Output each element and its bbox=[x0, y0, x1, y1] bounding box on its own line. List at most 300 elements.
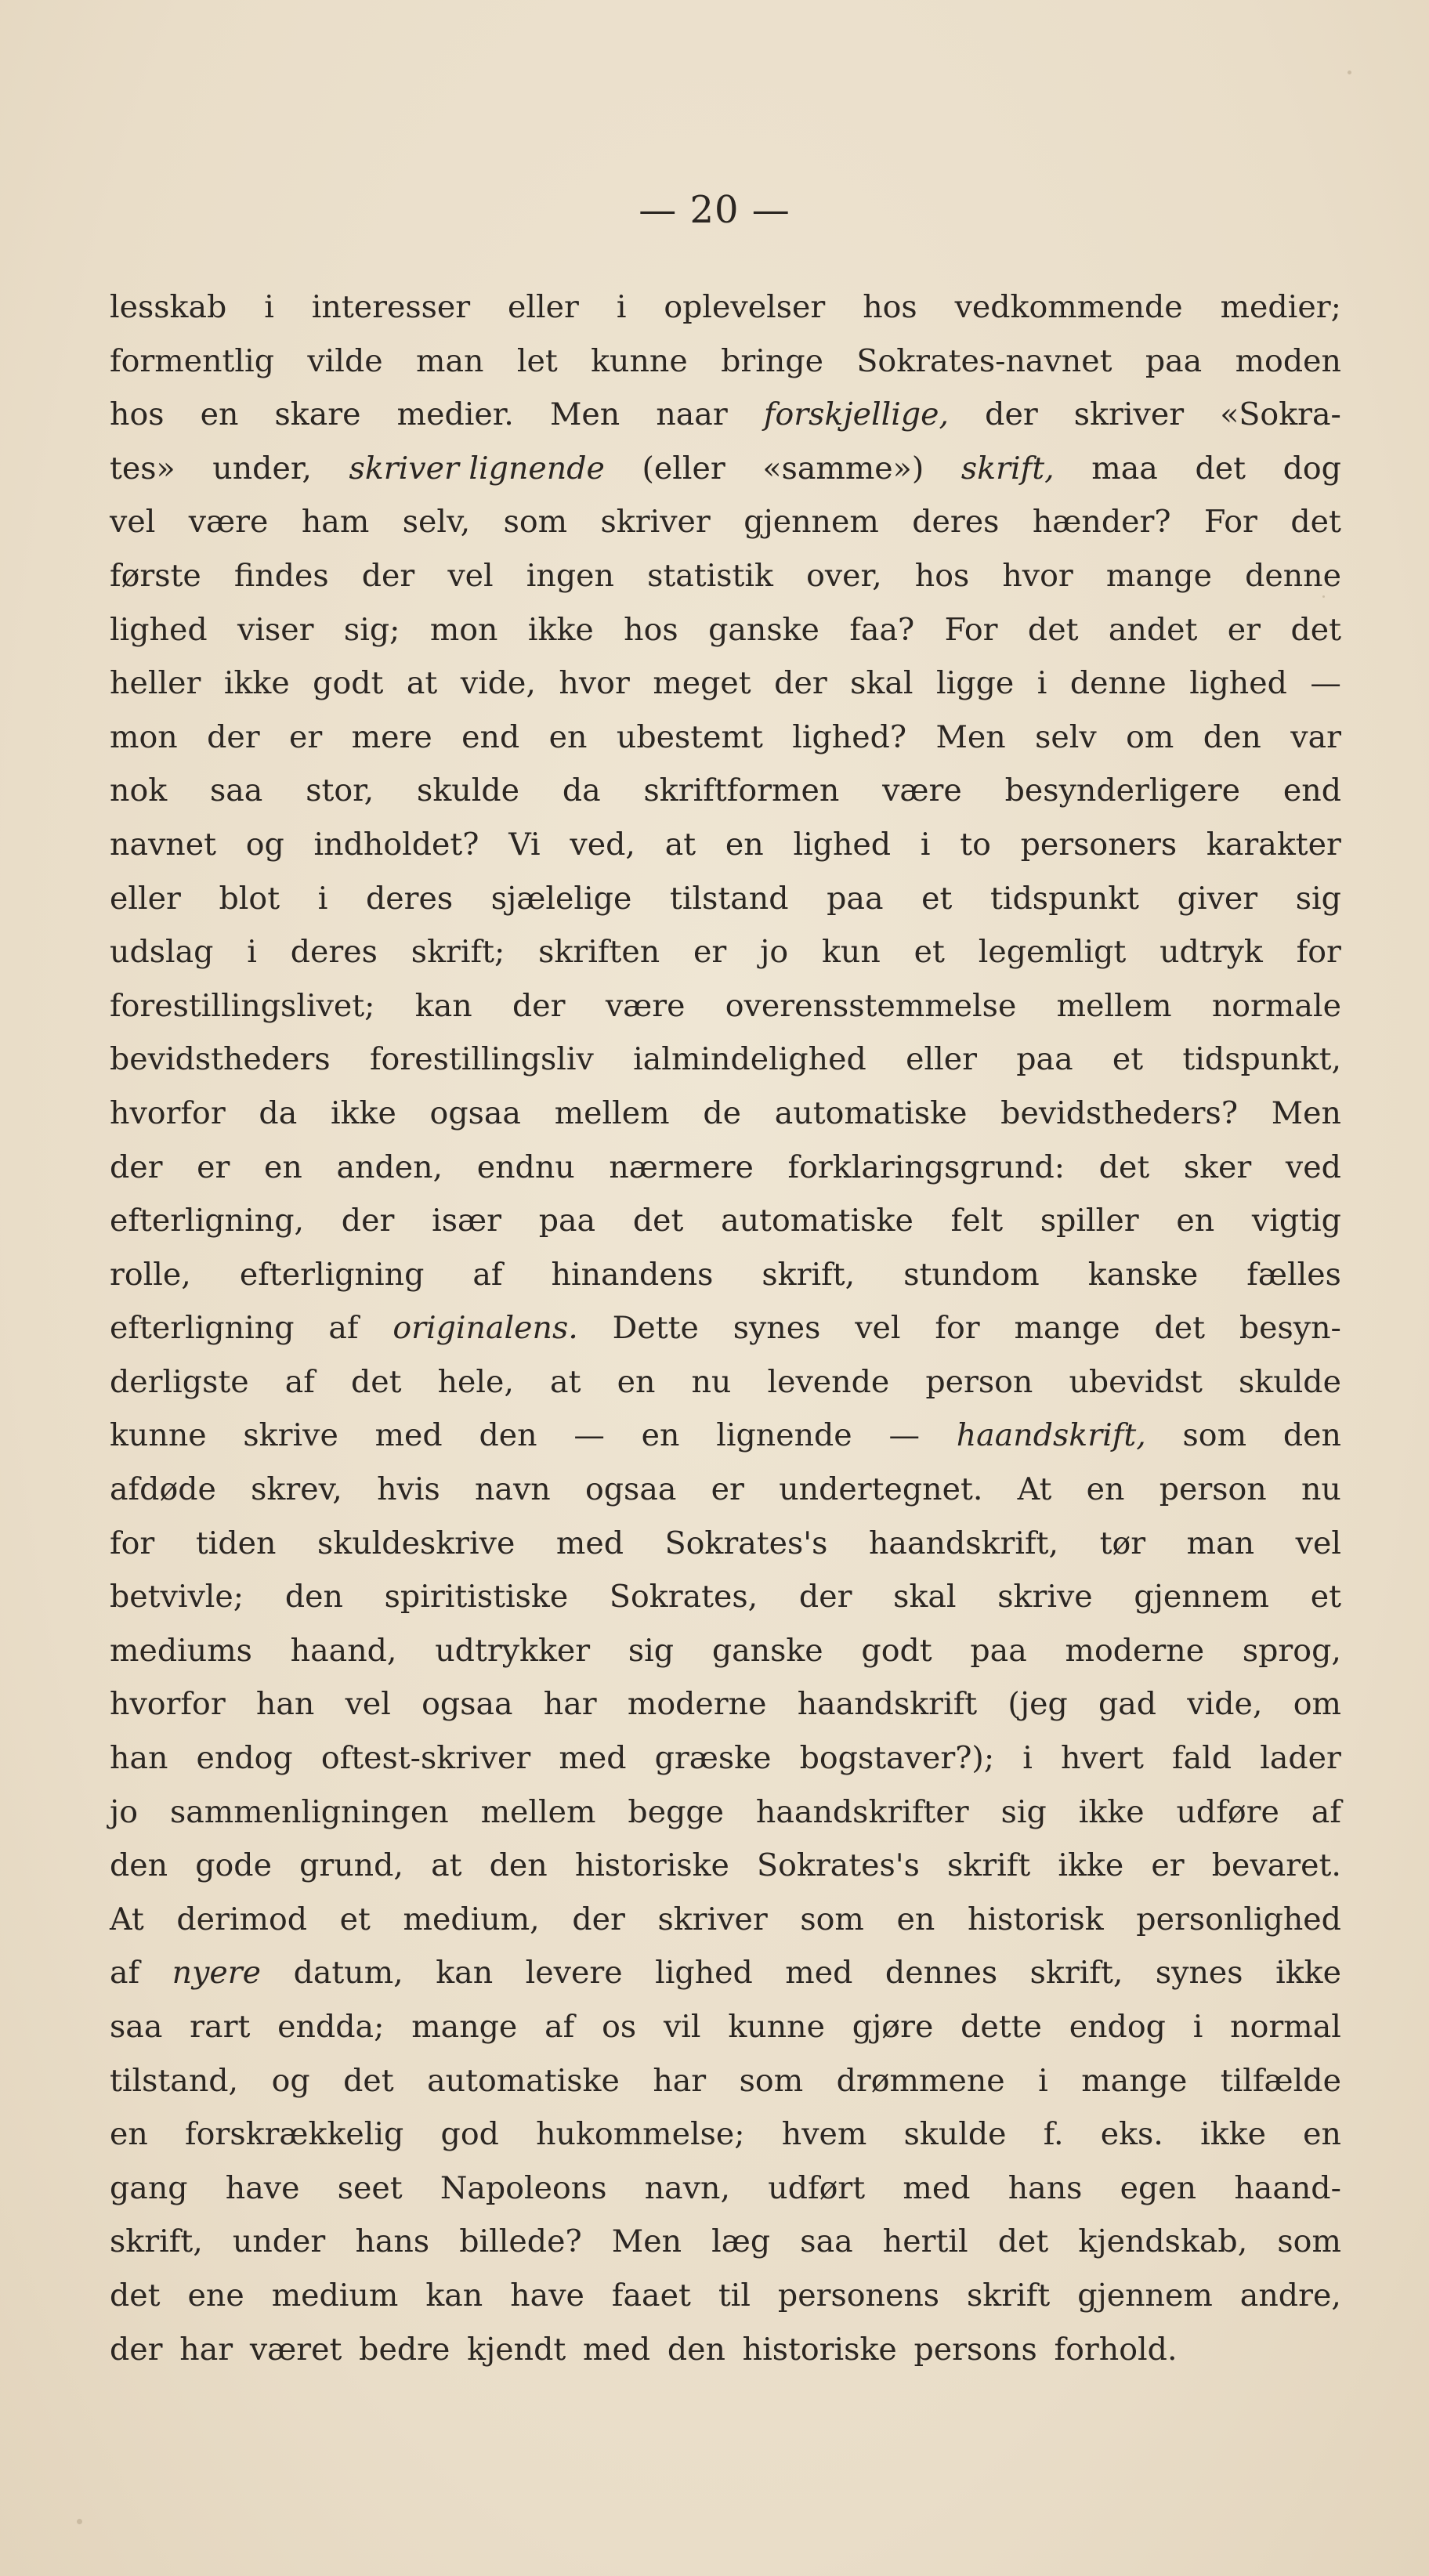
word: normale bbox=[1211, 987, 1341, 1024]
word: skulde bbox=[1239, 1363, 1341, 1400]
word: eller bbox=[508, 289, 579, 325]
word: skulde bbox=[903, 2116, 1007, 2153]
word: persons bbox=[913, 2331, 1037, 2368]
word: vide, bbox=[1187, 1686, 1263, 1723]
word: Vi bbox=[508, 826, 541, 863]
word: som bbox=[503, 504, 568, 541]
text-line bbox=[110, 2215, 1341, 2269]
text-line bbox=[110, 1946, 1341, 2000]
word: har bbox=[653, 2062, 707, 2099]
word: Sokrates's bbox=[664, 1525, 828, 1561]
word: skrift bbox=[967, 2277, 1051, 2314]
word: skrift, bbox=[961, 450, 1055, 487]
text-line bbox=[110, 2000, 1341, 2054]
word: hvem bbox=[781, 2116, 867, 2153]
word: nyere bbox=[172, 1955, 262, 1992]
word: hos bbox=[110, 396, 165, 433]
word: hvor bbox=[559, 665, 630, 702]
word: kunne bbox=[728, 2009, 825, 2045]
word: findes bbox=[233, 557, 329, 594]
word: egen bbox=[1120, 2169, 1197, 2206]
word: som bbox=[1182, 1417, 1247, 1454]
word: at bbox=[550, 1363, 581, 1400]
word: — bbox=[573, 1417, 605, 1454]
text-line bbox=[110, 1409, 1341, 1463]
text-line bbox=[110, 711, 1341, 765]
word: skrive bbox=[243, 1417, 338, 1454]
word: personens bbox=[777, 2277, 940, 2314]
word: udtrykker bbox=[435, 1632, 591, 1669]
word: medier. bbox=[396, 396, 514, 433]
word: har bbox=[179, 2331, 233, 2368]
word: andet bbox=[1108, 611, 1198, 648]
word: ikke bbox=[330, 1094, 396, 1131]
word: saa bbox=[209, 772, 263, 809]
word: vel bbox=[447, 557, 494, 594]
word: kan bbox=[425, 2277, 483, 2314]
word: som bbox=[739, 2062, 804, 2099]
word: paa bbox=[538, 1203, 596, 1239]
word: interesser bbox=[311, 289, 471, 325]
word: et bbox=[339, 1901, 371, 1937]
word: betvivle; bbox=[110, 1579, 244, 1615]
word: gjennem bbox=[1134, 1579, 1270, 1615]
word: overensstemmelse bbox=[725, 987, 1017, 1024]
word: græske bbox=[654, 1740, 772, 1777]
word: medier; bbox=[1220, 289, 1341, 325]
word: hertil bbox=[882, 2223, 968, 2260]
word: medium bbox=[271, 2277, 399, 2314]
word: hænder? bbox=[1032, 504, 1171, 541]
paper-speck bbox=[1322, 595, 1325, 598]
word: rart bbox=[190, 2009, 251, 2045]
word: det bbox=[1195, 450, 1246, 487]
text-line bbox=[110, 1463, 1341, 1517]
word: især bbox=[432, 1203, 501, 1239]
word: f. bbox=[1043, 2116, 1064, 2153]
word: ogsaa bbox=[584, 1471, 677, 1508]
word: vel bbox=[110, 504, 156, 541]
word: er bbox=[711, 1471, 744, 1508]
word: den bbox=[110, 1847, 168, 1884]
word: heller bbox=[110, 665, 201, 702]
word: undertegnet. bbox=[779, 1471, 983, 1508]
word: hvor bbox=[1002, 557, 1073, 594]
text-line bbox=[110, 1731, 1341, 1785]
word: moderne bbox=[1065, 1632, 1205, 1669]
word: sig; bbox=[343, 611, 400, 648]
word: mellem bbox=[554, 1094, 670, 1131]
word: skare bbox=[274, 396, 361, 433]
word: godt bbox=[313, 665, 384, 702]
word: hvorfor bbox=[110, 1094, 226, 1131]
word: og bbox=[245, 826, 284, 863]
text-line bbox=[110, 818, 1341, 872]
word: kunne bbox=[591, 342, 688, 379]
word: den bbox=[1203, 718, 1261, 755]
word: det bbox=[1098, 1149, 1150, 1185]
word: hans bbox=[355, 2223, 430, 2260]
word: der bbox=[110, 2331, 163, 2368]
word: ikke bbox=[223, 665, 290, 702]
word: i bbox=[264, 289, 274, 325]
word: bevidstheders? bbox=[1000, 1094, 1239, 1131]
text-line bbox=[110, 2107, 1341, 2162]
body-text bbox=[110, 280, 1341, 2376]
word: levere bbox=[525, 1955, 623, 1992]
text-line bbox=[110, 925, 1341, 979]
word: synes bbox=[733, 1310, 821, 1347]
word: af bbox=[1311, 1793, 1341, 1830]
word: navnet bbox=[110, 826, 216, 863]
word: det bbox=[350, 1363, 402, 1400]
word: dennes bbox=[885, 1955, 998, 1992]
text-line bbox=[110, 1624, 1341, 1678]
word: kan bbox=[436, 1955, 494, 1992]
text-line bbox=[110, 1517, 1341, 1571]
word: hele, bbox=[437, 1363, 514, 1400]
word: Men bbox=[1271, 1094, 1341, 1131]
word: der bbox=[774, 665, 827, 702]
word: deres bbox=[912, 504, 1000, 541]
word: efterligning bbox=[239, 1256, 425, 1293]
word: At bbox=[1017, 1471, 1052, 1508]
word: er bbox=[197, 1149, 230, 1185]
word: for bbox=[110, 1525, 155, 1561]
word: som bbox=[1277, 2223, 1341, 2260]
word: det bbox=[110, 2277, 161, 2314]
word: lignende bbox=[716, 1417, 852, 1454]
word: gjøre bbox=[852, 2009, 934, 2045]
word: have bbox=[225, 2169, 300, 2206]
word: sjælelige bbox=[490, 880, 632, 917]
word: det bbox=[1027, 611, 1079, 648]
word: gang bbox=[110, 2169, 188, 2206]
word: nu bbox=[1301, 1471, 1341, 1508]
word: jo bbox=[760, 934, 789, 971]
text-line bbox=[110, 2269, 1341, 2323]
word: historiske bbox=[742, 2331, 897, 2368]
word: hos bbox=[863, 289, 917, 325]
word: viser bbox=[237, 611, 314, 648]
word: i bbox=[920, 826, 931, 863]
word: anden, bbox=[336, 1149, 443, 1185]
word: sig bbox=[1295, 880, 1341, 917]
word: selv, bbox=[402, 504, 471, 541]
word: var bbox=[1290, 718, 1341, 755]
word: der bbox=[572, 1901, 625, 1937]
word: deres bbox=[290, 934, 378, 971]
word: «Sokra- bbox=[1220, 396, 1341, 433]
word: paa bbox=[827, 880, 884, 917]
word: ligge bbox=[936, 665, 1015, 702]
word: levende bbox=[767, 1363, 890, 1400]
word: et bbox=[1112, 1041, 1144, 1078]
word: han bbox=[255, 1686, 315, 1723]
word: første bbox=[110, 557, 201, 594]
word: mellem bbox=[480, 1793, 596, 1830]
word: eller bbox=[110, 880, 181, 917]
text-line bbox=[110, 1355, 1341, 1409]
text-line bbox=[110, 1141, 1341, 1195]
word: legemligt bbox=[978, 934, 1127, 971]
word: det bbox=[1290, 504, 1341, 541]
word: faaet bbox=[611, 2277, 691, 2314]
word: skrive bbox=[997, 1579, 1093, 1615]
word: spiller bbox=[1040, 1203, 1139, 1239]
word: af bbox=[472, 1256, 503, 1293]
word: der bbox=[341, 1203, 395, 1239]
word: derimod bbox=[176, 1901, 308, 1937]
word: vigtig bbox=[1251, 1203, 1341, 1239]
word: i bbox=[317, 880, 328, 917]
word: til bbox=[718, 2277, 751, 2314]
word: god bbox=[440, 2116, 499, 2153]
word: Men bbox=[611, 2223, 682, 2260]
word: en bbox=[641, 1417, 680, 1454]
word: maa bbox=[1091, 450, 1158, 487]
word: tilstand bbox=[669, 880, 789, 917]
word: er bbox=[693, 934, 727, 971]
text-line bbox=[110, 1194, 1341, 1248]
word: personlighed bbox=[1136, 1901, 1341, 1937]
word: være bbox=[605, 987, 686, 1024]
word: skulde bbox=[417, 772, 519, 809]
word: den bbox=[1282, 1417, 1341, 1454]
word: gjennem bbox=[743, 504, 879, 541]
word: derligste bbox=[110, 1363, 249, 1400]
word: vedkommende bbox=[954, 289, 1183, 325]
word: lighed bbox=[655, 1955, 753, 1992]
word: udført bbox=[768, 2169, 866, 2206]
word: af bbox=[110, 1955, 140, 1992]
word: skriver bbox=[657, 1901, 768, 1937]
word: naar bbox=[656, 396, 728, 433]
word: der bbox=[985, 396, 1038, 433]
word: mere bbox=[351, 718, 432, 755]
word: forskjellige, bbox=[763, 396, 950, 433]
word: sprog, bbox=[1242, 1632, 1341, 1669]
word: Men bbox=[935, 718, 1006, 755]
word: lighed bbox=[110, 611, 208, 648]
word: en bbox=[617, 1363, 656, 1400]
word: bedre bbox=[359, 2331, 450, 2368]
word: over, bbox=[806, 557, 882, 594]
word: bevidstheders bbox=[110, 1041, 331, 1078]
word: en bbox=[725, 826, 764, 863]
text-line bbox=[110, 764, 1341, 818]
word: — bbox=[888, 1417, 920, 1454]
word: hvis bbox=[377, 1471, 440, 1508]
word: automatiske bbox=[427, 2062, 620, 2099]
word: vil bbox=[663, 2009, 701, 2045]
word: ikke bbox=[1200, 2116, 1266, 2153]
word: spiritistiske bbox=[384, 1579, 569, 1615]
word: ham bbox=[301, 504, 370, 541]
word: en bbox=[200, 396, 239, 433]
word: skriften bbox=[538, 934, 660, 971]
word: tør bbox=[1099, 1525, 1146, 1561]
word: andre, bbox=[1239, 2277, 1341, 2314]
word: kanske bbox=[1087, 1256, 1199, 1293]
word: os bbox=[602, 2009, 637, 2045]
word: skrift bbox=[947, 1847, 1031, 1884]
text-line bbox=[110, 388, 1341, 442]
word: være bbox=[188, 504, 269, 541]
word: forhold. bbox=[1054, 2331, 1178, 2368]
word: nok bbox=[110, 772, 168, 809]
text-line bbox=[110, 1570, 1341, 1624]
word: deres bbox=[365, 880, 454, 917]
word: (jeg bbox=[1008, 1686, 1068, 1723]
word: ikke bbox=[1078, 1793, 1145, 1830]
text-line bbox=[110, 1893, 1341, 1947]
word: af bbox=[284, 1363, 315, 1400]
word: Sokrates's bbox=[757, 1847, 920, 1884]
word: mange bbox=[1081, 2062, 1188, 2099]
word: med bbox=[785, 1955, 853, 1992]
word: med bbox=[555, 1525, 624, 1561]
word: ganske bbox=[708, 611, 819, 648]
word: sig bbox=[1000, 1793, 1047, 1830]
word: haand- bbox=[1234, 2169, 1341, 2206]
word: at bbox=[431, 1847, 462, 1884]
word: ikke bbox=[1058, 1847, 1124, 1884]
word: ubestemt bbox=[616, 718, 763, 755]
word: Sokrates-navnet bbox=[856, 342, 1112, 379]
word: dette bbox=[961, 2009, 1042, 2045]
word: nærmere bbox=[609, 1149, 754, 1185]
word: oftest-skriver bbox=[320, 1740, 531, 1777]
word: skriver bbox=[1073, 396, 1185, 433]
word: Napoleons bbox=[440, 2169, 607, 2206]
word: lesskab bbox=[110, 289, 227, 325]
word: kan bbox=[414, 987, 472, 1024]
word: besyn- bbox=[1239, 1310, 1341, 1347]
word: paa bbox=[1016, 1041, 1073, 1078]
word: stor, bbox=[306, 772, 374, 809]
word: bogstaver?); bbox=[799, 1740, 995, 1777]
word: skrev, bbox=[251, 1471, 342, 1508]
word: nu bbox=[691, 1363, 732, 1400]
word: mediums bbox=[110, 1632, 252, 1669]
word: skriver lignende bbox=[349, 450, 605, 487]
word: saa bbox=[110, 2009, 163, 2045]
word: tidspunkt bbox=[990, 880, 1140, 917]
word: skal bbox=[893, 1579, 957, 1615]
word: i bbox=[1022, 1740, 1033, 1777]
text-line bbox=[110, 1033, 1341, 1087]
word: under bbox=[232, 2223, 326, 2260]
word: moderne bbox=[627, 1686, 767, 1723]
word: historisk bbox=[967, 1901, 1104, 1937]
word: indholdet? bbox=[313, 826, 479, 863]
word: felt bbox=[950, 1203, 1004, 1239]
word: en bbox=[1303, 2116, 1341, 2153]
word: tilfælde bbox=[1220, 2062, 1341, 2099]
text-line bbox=[110, 1248, 1341, 1302]
word: automatiske bbox=[721, 1203, 913, 1239]
word: lader bbox=[1260, 1740, 1341, 1777]
word: mange bbox=[411, 2009, 518, 2045]
word: eks. bbox=[1100, 2116, 1163, 2153]
word: skrift, bbox=[1029, 1955, 1123, 1992]
word: forskrækkelig bbox=[185, 2116, 404, 2153]
word: der bbox=[110, 1149, 163, 1185]
word: i bbox=[616, 289, 627, 325]
word: kjendt bbox=[467, 2331, 566, 2368]
word: det bbox=[997, 2223, 1049, 2260]
word: endog bbox=[1069, 2009, 1166, 2045]
word: der bbox=[207, 718, 260, 755]
word: Dette bbox=[612, 1310, 699, 1347]
paper-speck bbox=[77, 2519, 82, 2524]
word: «samme») bbox=[762, 450, 924, 487]
word: skriftformen bbox=[643, 772, 840, 809]
word: at bbox=[406, 665, 438, 702]
word: hos bbox=[914, 557, 970, 594]
word: to bbox=[960, 826, 991, 863]
word: synes bbox=[1155, 1955, 1243, 1992]
word: gode bbox=[195, 1847, 272, 1884]
word: efterligning bbox=[110, 1310, 295, 1347]
word: der bbox=[798, 1579, 852, 1615]
word: saa bbox=[800, 2223, 853, 2260]
word: forklaringsgrund: bbox=[787, 1149, 1065, 1185]
word: hvorfor bbox=[110, 1686, 226, 1723]
word: denne bbox=[1245, 557, 1341, 594]
word: en bbox=[110, 2116, 148, 2153]
text-line bbox=[110, 335, 1341, 389]
word: med bbox=[374, 1417, 443, 1454]
word: mellem bbox=[1056, 987, 1172, 1024]
word: bringe bbox=[721, 342, 823, 379]
word: udtryk bbox=[1159, 934, 1263, 971]
word: person bbox=[1159, 1471, 1267, 1508]
word: har bbox=[543, 1686, 597, 1723]
word: med bbox=[582, 2331, 651, 2368]
word: eller bbox=[906, 1041, 977, 1078]
word: hos bbox=[624, 611, 678, 648]
word: ved bbox=[1285, 1149, 1341, 1185]
word: At bbox=[110, 1901, 144, 1937]
word: det bbox=[343, 2062, 394, 2099]
word: skrift; bbox=[411, 934, 505, 971]
word: hukommelse; bbox=[536, 2116, 745, 2153]
word: For bbox=[1203, 504, 1257, 541]
word: for bbox=[935, 1310, 980, 1347]
text-line bbox=[110, 1839, 1341, 1893]
word: vide, bbox=[460, 665, 536, 702]
word: seet bbox=[337, 2169, 403, 2206]
word: skrift, bbox=[110, 2223, 203, 2260]
word: da bbox=[259, 1094, 298, 1131]
word: grund, bbox=[299, 1847, 403, 1884]
text-line bbox=[110, 2054, 1341, 2108]
word: have bbox=[510, 2277, 584, 2314]
word: man bbox=[1186, 1525, 1255, 1561]
word: fald bbox=[1171, 1740, 1232, 1777]
word: lighed? bbox=[792, 718, 907, 755]
word: et bbox=[921, 880, 953, 917]
word: han bbox=[110, 1740, 168, 1777]
word: godt bbox=[861, 1632, 932, 1669]
word: er bbox=[1227, 611, 1261, 648]
word: været bbox=[249, 2331, 342, 2368]
word: de bbox=[703, 1094, 741, 1131]
text-line bbox=[110, 1087, 1341, 1141]
word: at bbox=[664, 826, 696, 863]
